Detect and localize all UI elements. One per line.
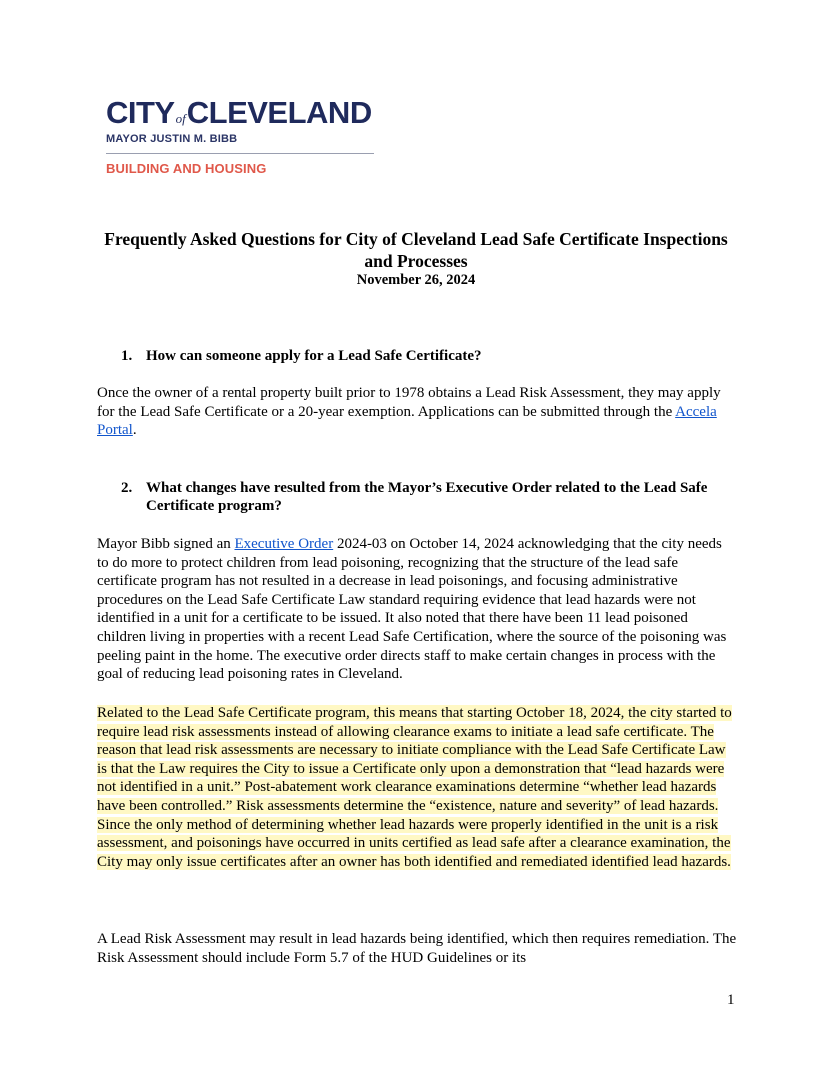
logo-city-text: CITY: [106, 95, 175, 130]
page-number: 1: [727, 992, 735, 1008]
question-text: What changes have resulted from the Mayor’s Executive Order related to the Lead Safe Certificate program?: [146, 480, 708, 514]
document-title: Frequently Asked Questions for City of Cleveland Lead Safe Certificate Inspections and Processes: [104, 229, 728, 271]
paragraph-text: Once the owner of a rental property built prior to 1978 obtains a Lead Risk Assessment, they may apply for the Lead Safe Certificate or a 20-year exemption. Applications can be submitted through the: [97, 385, 721, 420]
question-2: [121, 479, 741, 515]
answer-1-paragraph: [97, 384, 737, 440]
paragraph-text: .: [132, 422, 137, 439]
paragraph-text: Mayor Bibb signed an: [97, 536, 235, 552]
question-1: [121, 347, 741, 365]
logo-cleveland-text: CLEVELAND: [186, 95, 372, 130]
logo-department-text: BUILDING AND HOUSING: [106, 161, 267, 176]
answer-2-paragraph: [97, 535, 737, 684]
question-number: 1.: [121, 348, 133, 364]
logo-mayor-text: MAYOR JUSTIN M. BIBB: [106, 133, 238, 145]
highlighted-text: Related to the Lead Safe Certificate program, this means that starting October 18, 2024, the city started to require lead risk assessments instead of allowing clearance exams to initiate a lead safe certificate. The reason that lead risk assessments are necessary to initiate compliance with the Lead Safe Certificate Law is that the Law requires the City to issue a Certificate only upon a demonstration that “lead hazards were not identified in a unit.” Post-abatement work clearance examinations determine “whether lead hazards have been controlled.” Risk assessments determine the “existence, nature and severity” of lead hazards. Since the only method of determining whether lead hazards were properly identified in the unit is a risk assessment, and poisonings have occurred in units certified as lead safe after a clearance examination, the City may only issue certificates after an owner has both identified and remediated identified lead hazards.: [97, 705, 732, 870]
logo-divider: [106, 153, 374, 154]
city-of-cleveland-logo: [106, 97, 376, 176]
question-number: 2.: [121, 480, 133, 496]
logo-wordmark: [106, 97, 376, 128]
risk-assessment-paragraph: A Lead Risk Assessment may result in lead hazards being identified, which then requires remediation. The Risk Assessment should include Form 5.7 of the HUD Guidelines or its: [97, 931, 737, 966]
highlighted-paragraph: [97, 704, 737, 871]
question-text: How can someone apply for a Lead Safe Certificate?: [146, 348, 482, 364]
document-date: November 26, 2024: [356, 272, 476, 288]
executive-order-link[interactable]: Executive Order: [234, 536, 334, 552]
logo-of-text: of: [175, 111, 186, 126]
paragraph-text: 2024-03 on October 14, 2024 acknowledging that the city needs to do more to protect children from lead poisoning, recognizing that the structure of the lead safe certificate program has not resulted in a decrease in lead poisonings, and focusing administrative procedures on the Lead Safe Certificate Law standard requiring evidence that lead hazards were not identified in a unit for a certificate to be issued. It also noted that there have been 11 lead poisoned children living in properties with a recent Lead Safe Certification, where the source of the poisoning was peeling paint in the home. The executive order directs staff to make certain changes in process with the goal of reducing lead poisoning rates in Cleveland.: [97, 536, 727, 683]
accela-portal-link[interactable]: Accela Portal: [97, 403, 717, 439]
